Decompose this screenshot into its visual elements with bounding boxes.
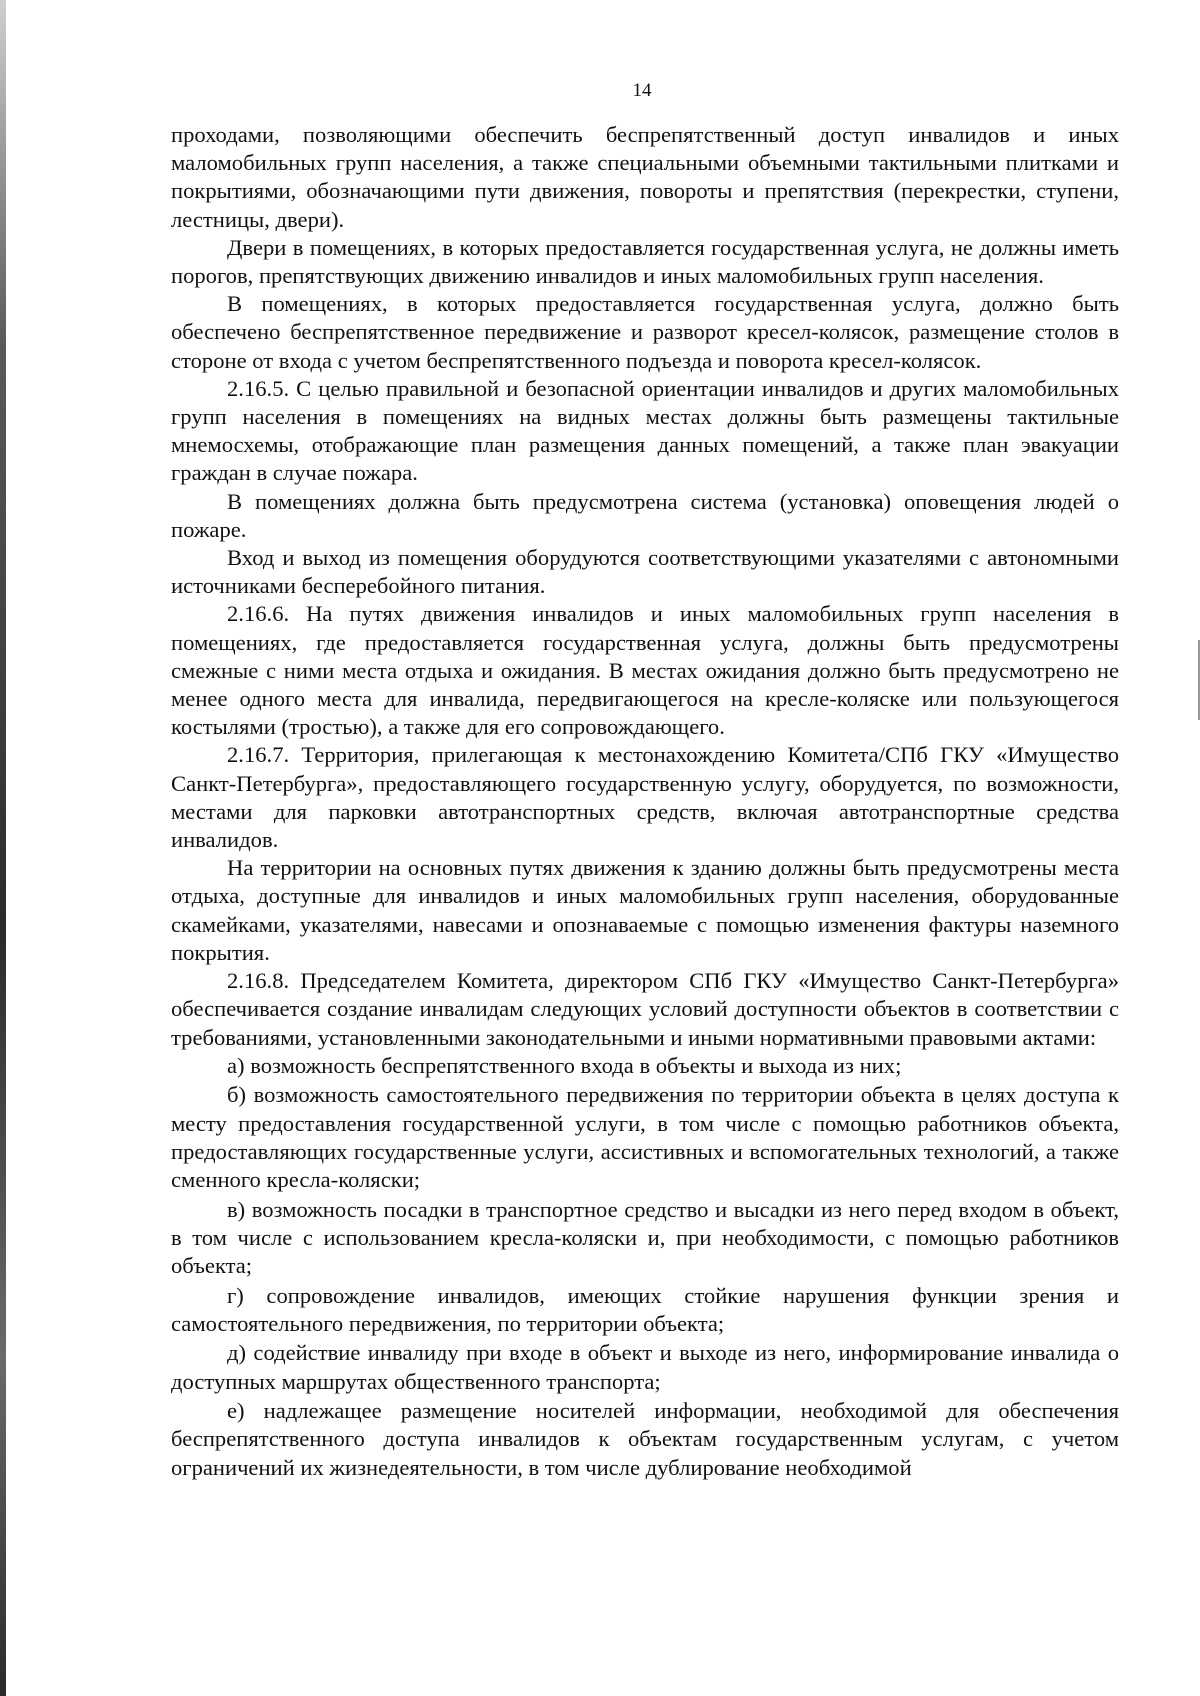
scan-edge-left [0, 0, 6, 1696]
list-item-b: б) возможность самостоятельного передвижения по территории объекта в целях доступа к месту предоставления государственной услуги, в том числе с помощью работников объекта, предоставляющих государственные услуги, ассистивных и вспомогательных технологий, а также сменного кресла-коляски; [171, 1082, 1119, 1192]
paragraph-7: 2.16.6. На путях движения инвалидов и иных маломобильных групп населения в помещениях, где предоставляется государственная услуга, должны быть предусмотрены смежные с ними места отдыха и ожидания. В местах ожидания должно быть предусмотрено не менее одного места для инвалида, передвигающегося на кресле-коляске или пользующегося костылями (тростью), а также для его сопровождающего. [171, 601, 1119, 740]
list-item-a: а) возможность беспрепятственного входа в объекты и выхода из них; [227, 1052, 902, 1078]
paragraph-3: В помещениях, в которых предоставляется государственная услуга, должно быть обеспечено беспрепятственное передвижение и разворот кресел-колясок, размещение столов в стороне от входа с учетом беспрепятственного подъезда и поворота кресел-колясок. [171, 291, 1119, 373]
paragraph-9: На территории на основных путях движения к зданию должны быть предусмотрены места отдыха, доступные для инвалидов и иных маломобильных групп населения, оборудованные скамейками, указателями, навесами и опознаваемые с помощью изменения фактуры наземного покрытия. [171, 855, 1119, 965]
paragraph-5: В помещениях должна быть предусмотрена система (установка) оповещения людей о пожаре. [171, 488, 1119, 542]
list-item-e: е) надлежащее размещение носителей информации, необходимой для обеспечения беспрепятственного доступа инвалидов к объектам государственным услугам, с учетом ограничений их жизнедеятельности, в том числе дублирование необходимой [171, 1398, 1119, 1480]
paragraph-6: Вход и выход из помещения оборудуются соответствующими указателями с автономными источниками бесперебойного питания. [171, 545, 1119, 599]
page-number: 14 [632, 80, 652, 101]
paragraph-4: 2.16.5. С целью правильной и безопасной ориентации инвалидов и других маломобильных групп населения в помещениях на видных местах должны быть размещены тактильные мнемосхемы, отображающие план размещения данных помещений, а также план эвакуации граждан в случае пожара. [171, 375, 1119, 486]
list-item-d: д) содействие инвалиду при входе в объект и выходе из него, информирование инвалида о доступных маршрутах общественного транспорта; [171, 1340, 1119, 1394]
document-body [171, 121, 1119, 1482]
list-item-g: г) сопровождение инвалидов, имеющих стойкие нарушения функции зрения и самостоятельного передвижения, по территории объекта; [171, 1282, 1119, 1336]
paragraph-8: 2.16.7. Территория, прилегающая к местонахождению Комитета/СПб ГКУ «Имущество Санкт-Петербурга», предоставляющего государственную услугу, оборудуется, по возможности, местами для парковки автотранспортных средств, включая автотранспортные средства инвалидов. [171, 742, 1119, 853]
list-item-v: в) возможность посадки в транспортное средство и высадки из него перед входом в объект, в том числе с использованием кресла-коляски и, при необходимости, с помощью работников объекта; [171, 1196, 1119, 1278]
paragraph-10: 2.16.8. Председателем Комитета, директором СПб ГКУ «Имущество Санкт-Петербурга» обеспечивается создание инвалидам следующих условий доступности объектов в соответствии с требованиями, установленными законодательными и иными нормативными правовыми актами: [171, 968, 1119, 1050]
paragraph-2: Двери в помещениях, в которых предоставляется государственная услуга, не должны иметь порогов, препятствующих движению инвалидов и иных маломобильных групп населения. [171, 234, 1119, 289]
paragraph-1: проходами, позволяющими обеспечить беспрепятственный доступ инвалидов и иных маломобильных групп населения, а также специальными объемными тактильными плитками и покрытиями, обозначающими пути движения, повороты и препятствия (перекрестки, ступени, лестницы, двери). [171, 122, 1119, 232]
